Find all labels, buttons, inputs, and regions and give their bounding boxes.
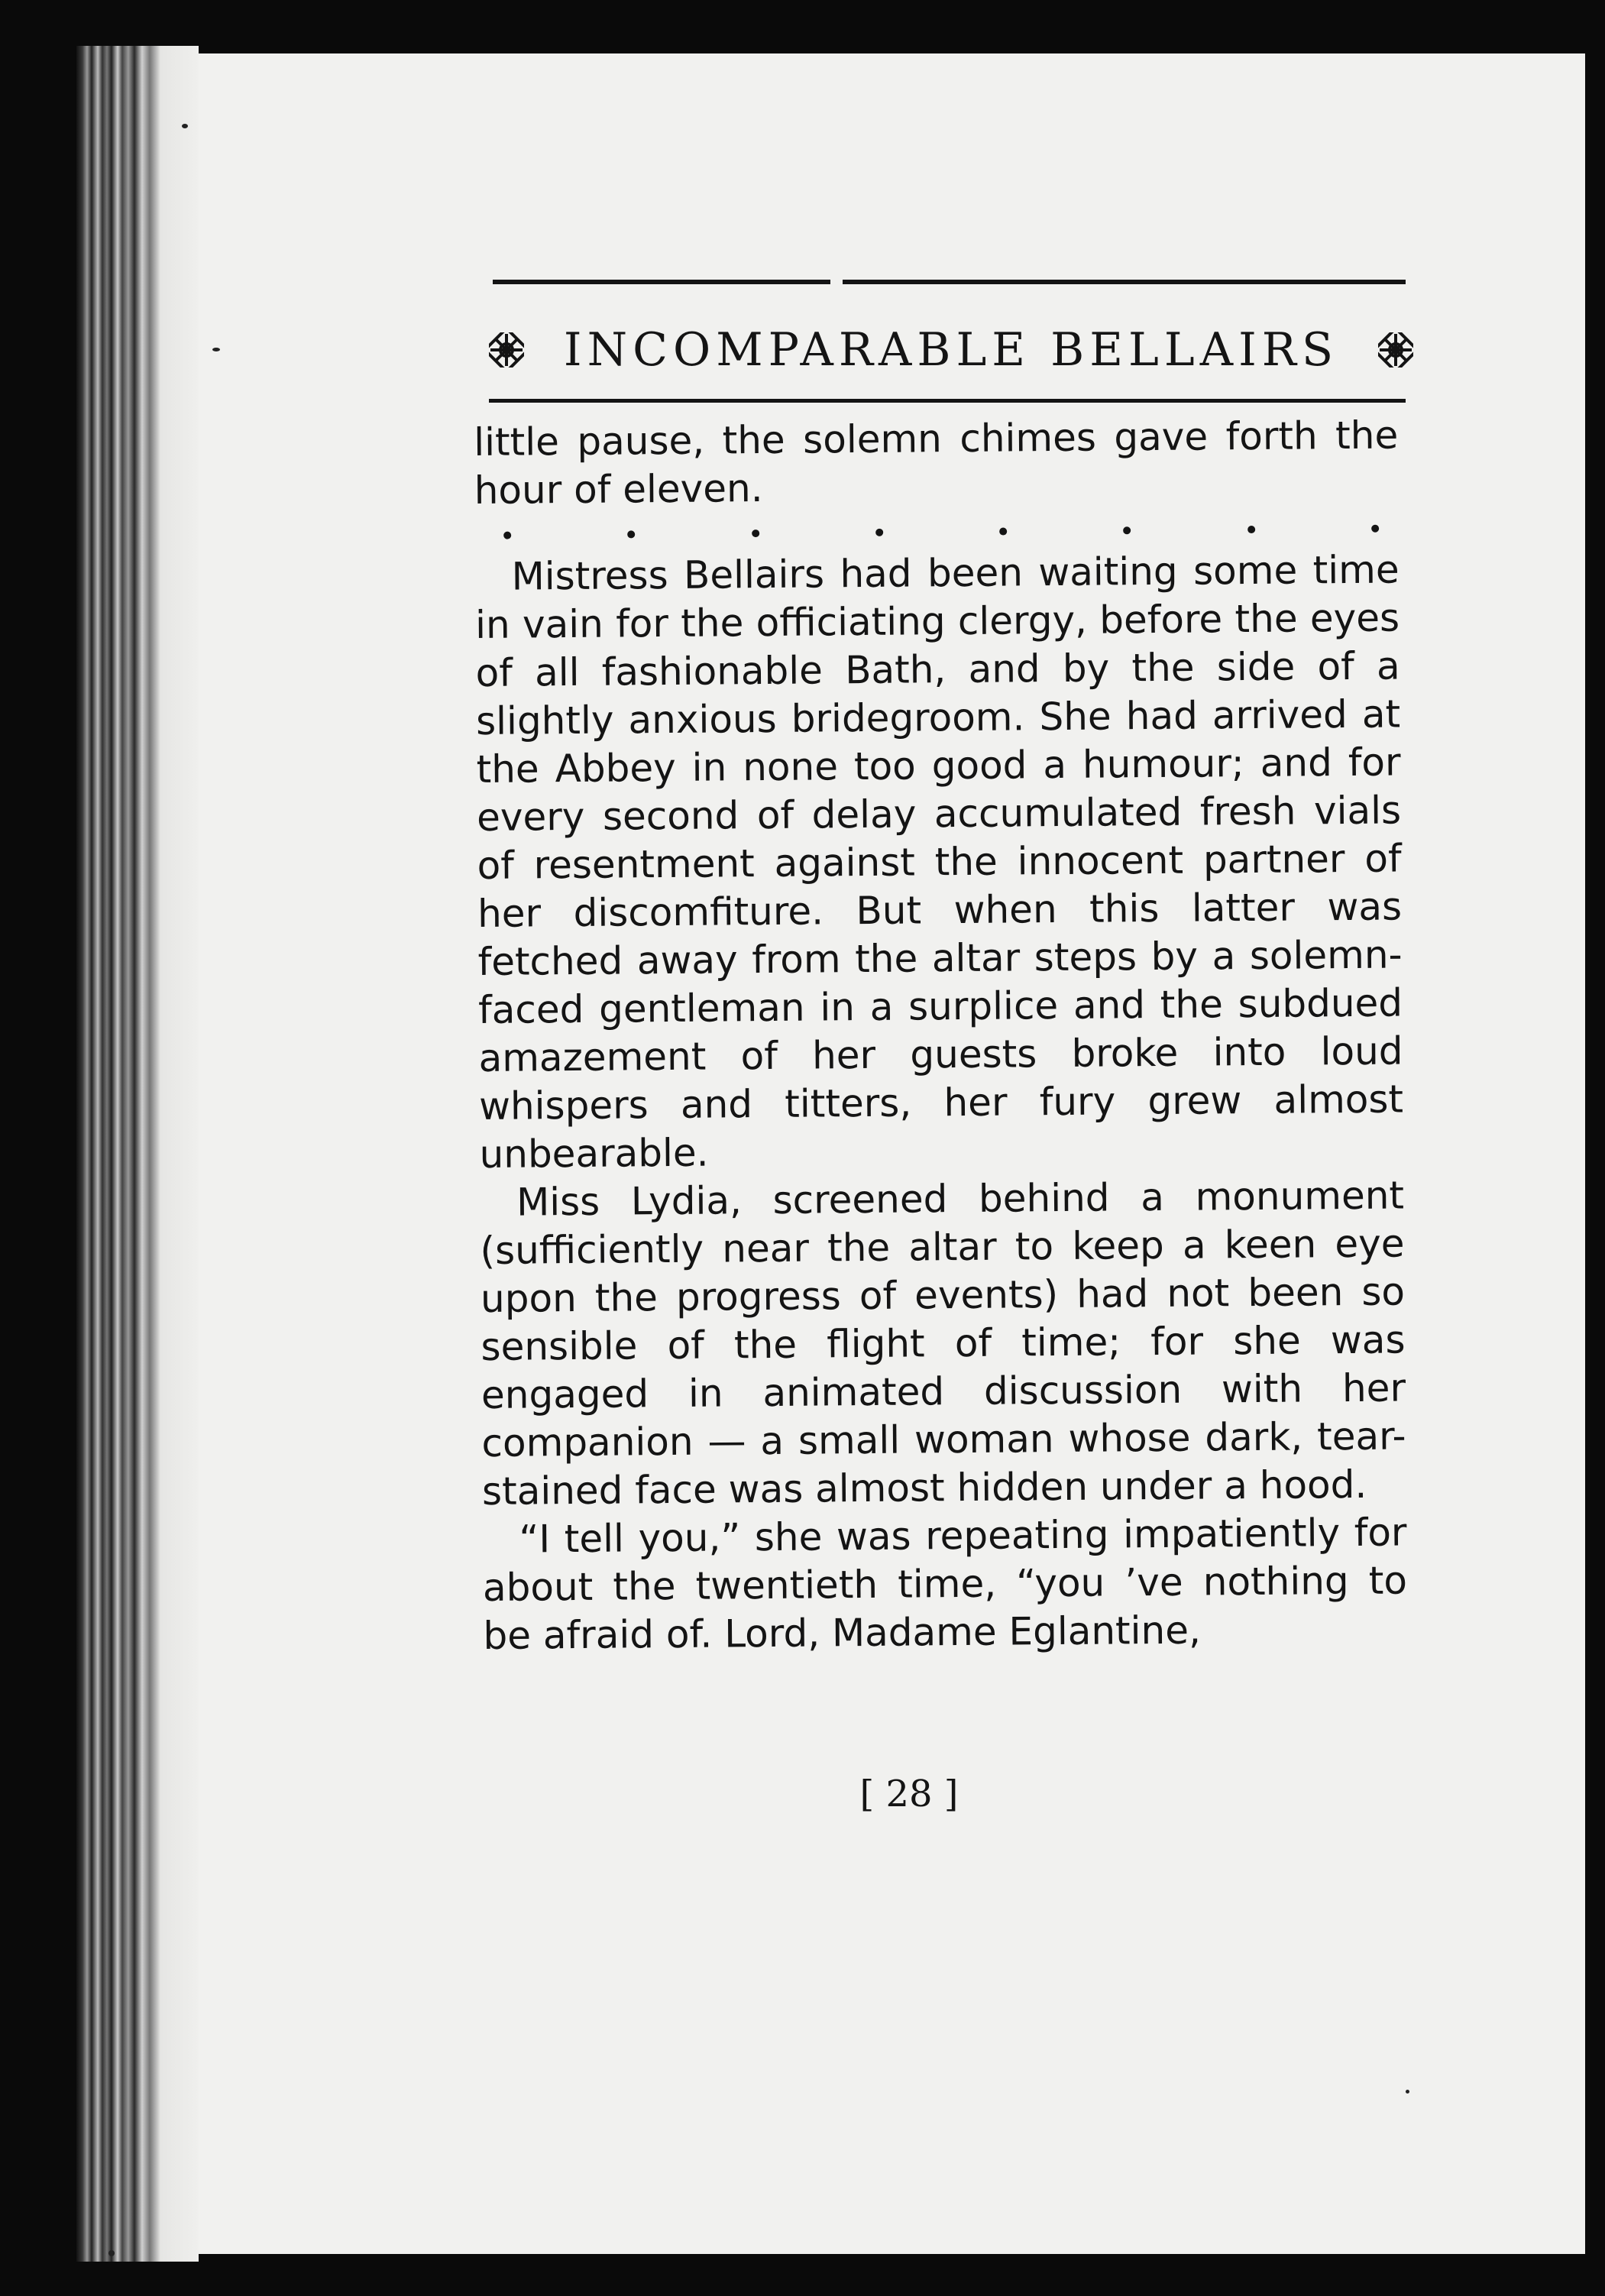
paragraph-continued: little pause, the solemn chimes gave forth the hour of eleven. bbox=[474, 413, 1399, 513]
speck bbox=[1406, 2090, 1409, 2094]
page-number: [ 28 ] bbox=[859, 1773, 959, 1815]
speck bbox=[182, 124, 188, 128]
header-top-rule bbox=[493, 280, 1406, 284]
speck bbox=[108, 2250, 115, 2256]
speck bbox=[212, 348, 220, 351]
running-head-title: INCOMPARABLE BELLAIRS bbox=[563, 323, 1339, 377]
body-text bbox=[474, 411, 1408, 1660]
paragraph-mistress-bellairs: Mistress Bellairs had been waiting some time in vain for the officiating clergy, before the eyes of all fashionable Bath, and by the side of a slightly anxious bridegroom. She had arrived at the Abbey in none too good a humour; and for every second of delay accumulated fresh vials of resentment against the innocent partner of her discomfiture. But when this latter was fetched away from the altar steps by a solemn-faced gentleman in a surplice and the subdued amazement of her guests broke into loud whispers and titters, her fury grew almost unbearable. bbox=[474, 547, 1404, 1177]
paragraph-dialogue: “I tell you,” she was repeating impatiently for about the twentieth time, “you ’ve nothing to be afraid of. Lord, Madame Eglantine, bbox=[482, 1510, 1408, 1658]
book-spine-edges bbox=[76, 46, 199, 2262]
running-head bbox=[489, 312, 1413, 388]
paragraph-miss-lydia: Miss Lydia, screened behind a monument (sufficiently near the altar to keep a keen eye upon the progress of events) had not been so sensible of the flight of time; for she was engaged in animated discussion with her companion — a small woman whose dark, tear-stained face was almost hidden under a hood. bbox=[480, 1173, 1406, 1514]
celtic-knot-icon bbox=[1378, 332, 1413, 368]
celtic-knot-icon bbox=[489, 332, 524, 368]
header-bottom-rule bbox=[489, 399, 1406, 403]
